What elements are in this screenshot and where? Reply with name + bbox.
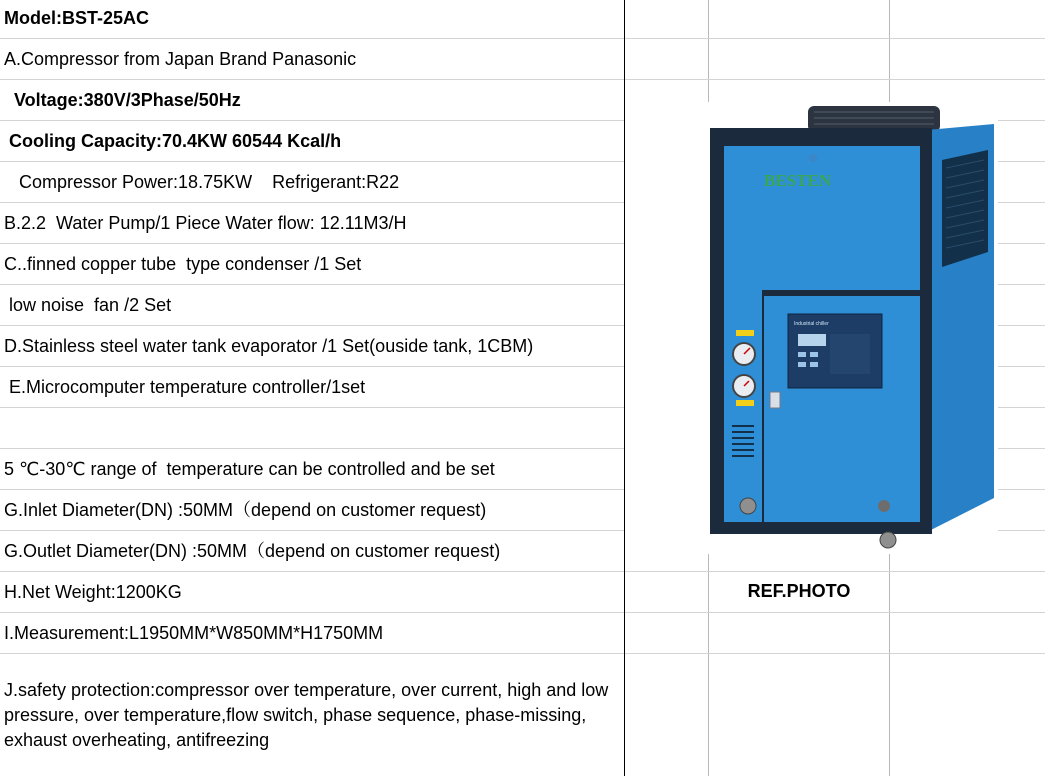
spec-row-outlet-diameter: G.Outlet Diameter(DN) :50MM（depend on customer request) (4, 541, 501, 561)
spec-row-evaporator: D.Stainless steel water tank evaporator /1 Set(ouside tank, 1CBM) (4, 336, 534, 356)
spec-row-water-pump: B.2.2 Water Pump/1 Piece Water flow: 12.11M3/H (4, 213, 407, 233)
spec-row-cooling-capacity: Cooling Capacity:70.4KW 60544 Kcal/h (4, 131, 342, 151)
spec-row-measurement: I.Measurement:L1950MM*W850MM*H1750MM (4, 623, 384, 643)
brand-logo: BESTEN (764, 171, 832, 190)
spec-row-condenser: C..finned copper tube type condenser /1 Set (4, 254, 362, 274)
model-row: Model:BST-25AC (4, 8, 150, 28)
chiller-photo (702, 102, 998, 554)
spec-row-compressor-power: Compressor Power:18.75KW Refrigerant:R22 (4, 172, 400, 192)
spec-row-voltage: Voltage:380V/3Phase/50Hz (4, 90, 241, 110)
spec-row-net-weight: H.Net Weight:1200KG (4, 582, 182, 602)
spec-row-fan: low noise fan /2 Set (4, 295, 172, 315)
spec-row-compressor: A.Compressor from Japan Brand Panasonic (4, 49, 357, 69)
spec-row-controller: E.Microcomputer temperature controller/1set (4, 377, 366, 397)
ref-photo-label: REF.PHOTO (747, 581, 851, 601)
spec-row-temperature-range: 5 ℃-30℃ range of temperature can be controlled and be set (4, 459, 495, 479)
panel-label: Industrial chiller (794, 321, 829, 327)
spec-row-safety-protection: J.safety protection:compressor over temperature, over current, high and low pressure, over temperature,flow switch, phase sequence, phase-missing, exhaust overheating, antifreezing (4, 680, 609, 750)
column-divider (624, 0, 625, 776)
spec-row-inlet-diameter: G.Inlet Diameter(DN) :50MM（depend on customer request) (4, 500, 487, 520)
